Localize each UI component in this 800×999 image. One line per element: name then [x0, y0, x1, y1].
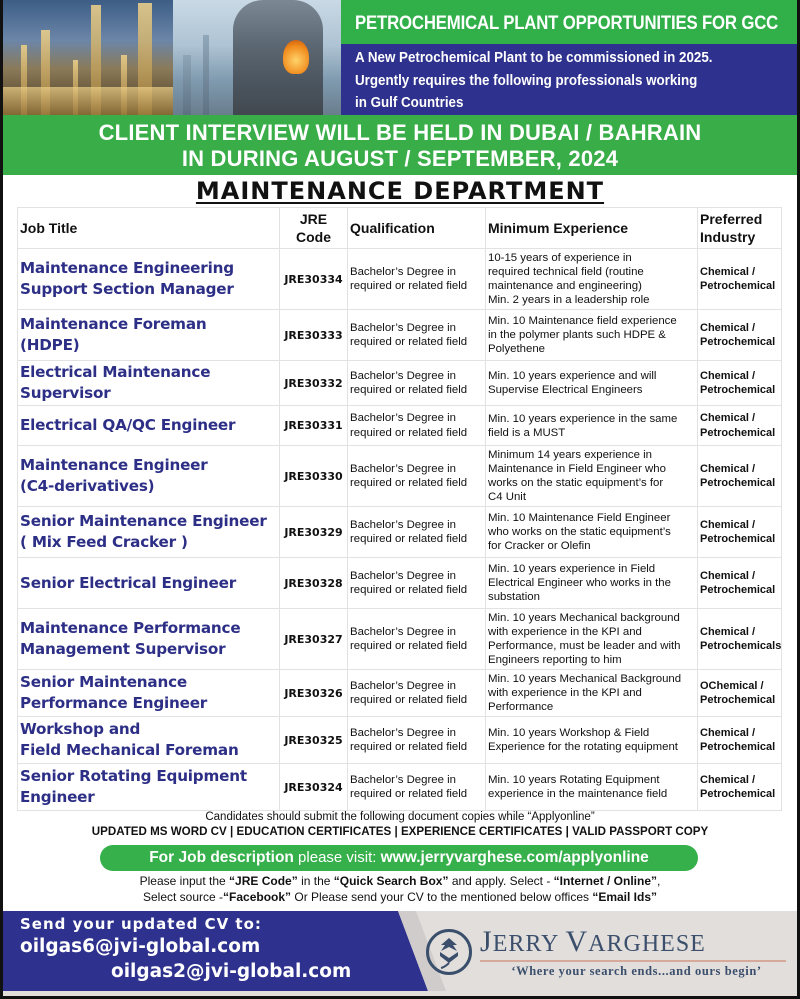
jre-code: JRE30331 — [280, 406, 348, 446]
table-header-row — [18, 208, 782, 249]
apply-url: www.jerryvarghese.com/applyonline — [380, 849, 649, 866]
table-row — [18, 361, 782, 406]
header-experience: Minimum Experience — [486, 208, 698, 249]
minimum-experience: Min. 10 years Mechanical Background with experience in the KPI and Performance — [486, 670, 698, 717]
minimum-experience: Min. 10 Maintenance Field Engineer who works on the static equipment’s for Cracker or Olefin — [486, 507, 698, 558]
email-link-1[interactable]: oilgas6@jvi-global.com — [20, 936, 261, 957]
preferred-industry: Chemical / Petrochemical — [698, 764, 782, 811]
jre-code: JRE30332 — [280, 361, 348, 406]
documents-section — [0, 810, 800, 839]
logo-tagline: ‘Where your search ends...and ours begin’ — [511, 964, 762, 978]
department-heading: MAINTENANCE DEPARTMENT — [195, 177, 605, 205]
email-link-2[interactable]: oilgas2@jvi-global.com — [111, 961, 352, 982]
preferred-industry: OChemical / Petrochemical — [698, 670, 782, 717]
table-row — [18, 310, 782, 361]
qualification: Bachelor’s Degree in required or related field — [348, 507, 486, 558]
interview-banner — [3, 115, 797, 175]
qualification: Bachelor’s Degree in required or related field — [348, 361, 486, 406]
minimum-experience: Min. 10 years experience and will Supervise Electrical Engineers — [486, 361, 698, 406]
job-title: Maintenance Engineering Support Section Manager — [18, 249, 280, 310]
table-row — [18, 670, 782, 717]
header-job-title: Job Title — [18, 208, 280, 249]
job-title: Senior Maintenance Engineer ( Mix Feed Cracker ) — [18, 507, 280, 558]
preferred-industry: Chemical / Petrochemical — [698, 310, 782, 361]
table-row — [18, 446, 782, 507]
hero-banner — [3, 0, 797, 115]
jre-code: JRE30324 — [280, 764, 348, 811]
qualification: Bachelor’s Degree in required or related field — [348, 446, 486, 507]
minimum-experience: Min. 10 years Rotating Equipment experience in the maintenance field — [486, 764, 698, 811]
preferred-industry: Chemical / Petrochemical — [698, 507, 782, 558]
logo-underline — [480, 960, 786, 962]
minimum-experience: Min. 10 years experience in Field Electrical Engineer who works in the substation — [486, 558, 698, 609]
jre-code: JRE30326 — [280, 670, 348, 717]
company-logo — [423, 923, 793, 983]
header-qualification: Qualification — [348, 208, 486, 249]
minimum-experience: Min. 10 years experience in the same field is a MUST — [486, 406, 698, 446]
table-row — [18, 764, 782, 811]
jre-code: JRE30333 — [280, 310, 348, 361]
jre-code: JRE30330 — [280, 446, 348, 507]
page-title: PETROCHEMICAL PLANT OPPORTUNITIES FOR GCC — [355, 12, 779, 34]
job-title: Workshop and Field Mechanical Foreman — [18, 717, 280, 764]
header-industry: Preferred Industry — [698, 208, 782, 249]
preferred-industry: Chemical / Petrochemical — [698, 558, 782, 609]
table-row — [18, 609, 782, 670]
contact-footer — [3, 911, 797, 996]
jre-code: JRE30328 — [280, 558, 348, 609]
refinery-photo — [3, 0, 173, 115]
job-title: Maintenance Performance Management Supervisor — [18, 609, 280, 670]
contact-label: Send your updated CV to: — [20, 915, 262, 933]
preferred-industry: Chemical / Petrochemicals — [698, 609, 782, 670]
jre-code: JRE30325 — [280, 717, 348, 764]
interview-text: CLIENT INTERVIEW WILL BE HELD IN DUBAI / BAHRAIN IN DURING AUGUST / SEPTEMBER, 2024 — [98, 120, 702, 171]
jobs-table — [17, 207, 782, 811]
minimum-experience: Minimum 14 years experience in Maintenance in Field Engineer who works on the static equipment’s for C4 Unit — [486, 446, 698, 507]
preferred-industry: Chemical / Petrochemical — [698, 446, 782, 507]
qualification: Bachelor’s Degree in required or related field — [348, 249, 486, 310]
minimum-experience: Min. 10 years Mechanical background with experience in the KPI and Performance, must be leader and with Engineers reporting to him — [486, 609, 698, 670]
job-title: Maintenance Engineer (C4-derivatives) — [18, 446, 280, 507]
qualification: Bachelor’s Degree in required or related field — [348, 558, 486, 609]
qualification: Bachelor’s Degree in required or related field — [348, 670, 486, 717]
header-jre-code: JRE Code — [280, 208, 348, 249]
qualification: Bachelor’s Degree in required or related field — [348, 310, 486, 361]
qualification: Bachelor’s Degree in required or related field — [348, 717, 486, 764]
table-row — [18, 507, 782, 558]
header-subtitle: A New Petrochemical Plant to be commissioned in 2025. Urgently requires the following professionals working in Gulf Countries — [355, 49, 713, 111]
jre-code: JRE30327 — [280, 609, 348, 670]
minimum-experience: Min. 10 Maintenance field experience in the polymer plants such HDPE & Polyethene — [486, 310, 698, 361]
qualification: Bachelor’s Degree in required or related field — [348, 609, 486, 670]
documents-intro: Candidates should submit the following document copies while “Applyonline” — [205, 811, 595, 823]
engineer-photo — [173, 0, 341, 115]
table-row — [18, 558, 782, 609]
qualification: Bachelor’s Degree in required or related field — [348, 406, 486, 446]
apply-instructions: Please input the “JRE Code” in the “Quick Search Box” and apply. Select - “Internet / Online”, Select source -“Facebook” Or Please send your CV to the mentioned below offices “Email Ids” — [139, 874, 661, 904]
jre-code: JRE30329 — [280, 507, 348, 558]
table-row — [18, 406, 782, 446]
engineer-silhouette — [233, 0, 323, 115]
jre-code: JRE30334 — [280, 249, 348, 310]
minimum-experience: 10-15 years of experience in required technical field (routine maintenance and engineering) Min. 2 years in a leadership role — [486, 249, 698, 310]
logo-wordmark: JERRY VARGHESE — [480, 925, 706, 958]
header-title-bar — [341, 0, 797, 44]
preferred-industry: Chemical / Petrochemical — [698, 406, 782, 446]
preferred-industry: Chemical / Petrochemical — [698, 361, 782, 406]
header-subtitle-box — [341, 44, 797, 115]
table-row — [18, 717, 782, 764]
apply-online-link[interactable]: For Job description please visit: www.jerryvarghese.com/applyonline — [100, 845, 698, 871]
job-title: Senior Maintenance Performance Engineer — [18, 670, 280, 717]
safety-helmet — [283, 40, 309, 74]
job-title: Senior Electrical Engineer — [18, 558, 280, 609]
job-title: Electrical QA/QC Engineer — [18, 406, 280, 446]
documents-list: UPDATED MS WORD CV | EDUCATION CERTIFICATES | EXPERIENCE CERTIFICATES | VALID PASSPORT COPY — [91, 825, 709, 838]
table-row — [18, 249, 782, 310]
job-title: Senior Rotating Equipment Engineer — [18, 764, 280, 811]
job-title: Electrical Maintenance Supervisor — [18, 361, 280, 406]
job-title: Maintenance Foreman (HDPE) — [18, 310, 280, 361]
preferred-industry: Chemical / Petrochemical — [698, 249, 782, 310]
minimum-experience: Min. 10 years Workshop & Field Experience for the rotating equipment — [486, 717, 698, 764]
preferred-industry: Chemical / Petrochemical — [698, 717, 782, 764]
qualification: Bachelor’s Degree in required or related field — [348, 764, 486, 811]
